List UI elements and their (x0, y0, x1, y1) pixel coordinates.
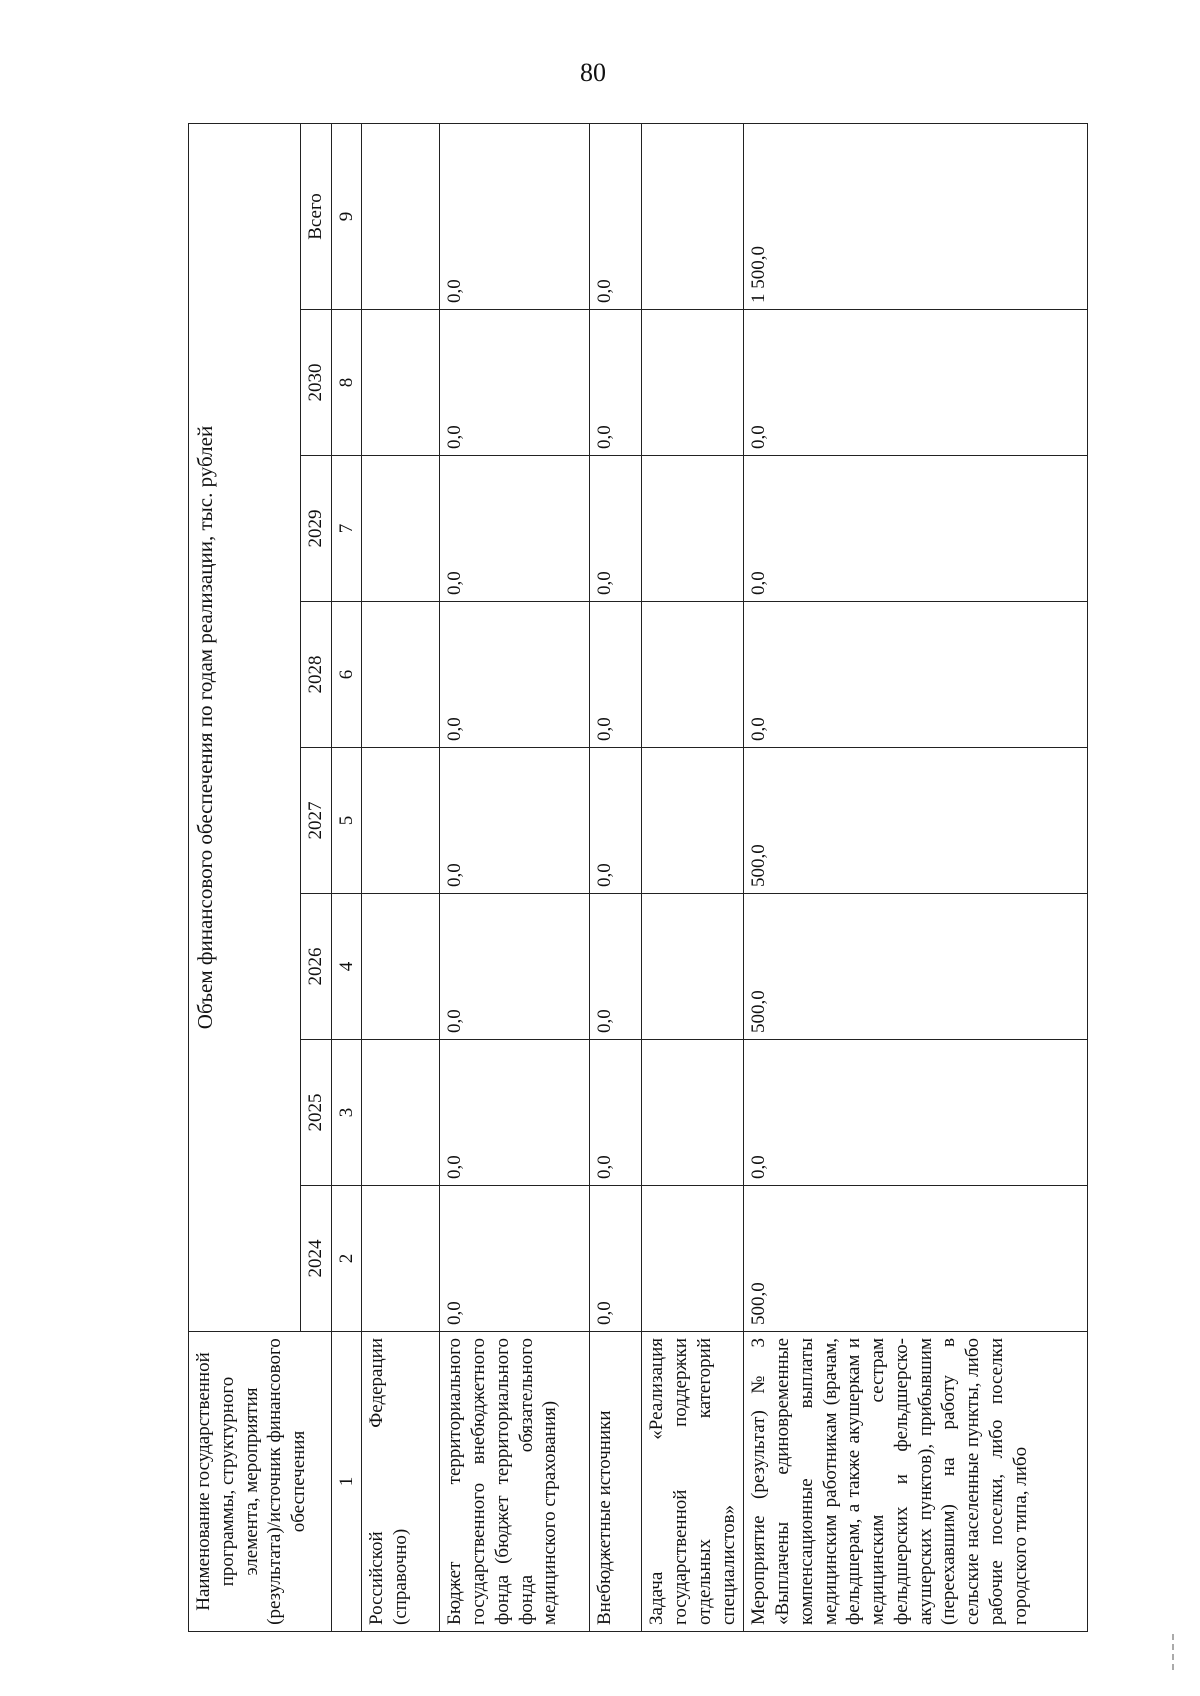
rotated-table (188, 124, 1088, 1632)
value-cell (362, 456, 440, 602)
table-row (642, 123, 744, 1631)
year-header: 2030 (300, 310, 331, 456)
value-cell: 0,0 (744, 456, 1088, 602)
row-label: Бюджет территориального государственного внебюджетного фонда (бюджет территориального фонда обязательного медицинского страхования) (440, 1332, 590, 1632)
value-cell: 0,0 (440, 748, 590, 894)
column-number: 2 (331, 1186, 362, 1332)
year-header: 2027 (300, 748, 331, 894)
value-cell: 0,0 (590, 602, 642, 748)
value-cell (642, 310, 744, 456)
value-cell: 0,0 (744, 602, 1088, 748)
column-number: 8 (331, 310, 362, 456)
year-header: 2025 (300, 1040, 331, 1186)
page-number: 80 (580, 58, 606, 87)
year-header: 2028 (300, 602, 331, 748)
value-cell: 0,0 (590, 123, 642, 309)
column-number: 3 (331, 1040, 362, 1186)
table-row (590, 123, 642, 1631)
value-cell: 0,0 (744, 1040, 1088, 1186)
value-cell (642, 1040, 744, 1186)
value-cell (362, 602, 440, 748)
value-cell: 0,0 (590, 1040, 642, 1186)
financing-table (188, 123, 1088, 1632)
value-cell: 0,0 (440, 310, 590, 456)
value-cell (642, 748, 744, 894)
value-cell: 1 500,0 (744, 123, 1088, 309)
column-number-row (331, 123, 362, 1631)
value-cell: 0,0 (440, 1040, 590, 1186)
value-cell (362, 1040, 440, 1186)
value-cell (642, 894, 744, 1040)
table-row (744, 123, 1088, 1631)
table-row (440, 123, 590, 1631)
column-number: 5 (331, 748, 362, 894)
value-cell (362, 894, 440, 1040)
value-cell (642, 602, 744, 748)
year-header: Всего (300, 123, 331, 309)
value-cell (362, 748, 440, 894)
value-cell: 0,0 (590, 310, 642, 456)
column-number: 1 (331, 1332, 362, 1632)
value-cell: 0,0 (440, 602, 590, 748)
rotated-table-container (188, 124, 1088, 1632)
year-header: 2026 (300, 894, 331, 1040)
value-cell (362, 310, 440, 456)
header-row (189, 123, 301, 1631)
value-cell: 0,0 (590, 748, 642, 894)
row-label: Мероприятие (результат) № 3 «Выплачены единовременные компенсационные выплаты медицинским работникам (врачам, фельдшерам, а также акушеркам и медицинским сестрам фельдшерских и фельдшерско-акушерских пунктов), прибывшим (переехавшим) на работу в сельские населенные пункты, либо рабочие поселки, либо поселки городского типа, либо (744, 1332, 1088, 1632)
value-cell: 0,0 (590, 456, 642, 602)
value-cell: 500,0 (744, 1186, 1088, 1332)
row-label: Российской Федерации (справочно) (362, 1332, 440, 1632)
value-cell: 500,0 (744, 748, 1088, 894)
value-cell (642, 1186, 744, 1332)
column-number: 4 (331, 894, 362, 1040)
value-cell (642, 456, 744, 602)
value-cell: 0,0 (744, 310, 1088, 456)
table-row (362, 123, 440, 1631)
name-column-header: Наименование государственной программы, структурного элемента, мероприятия (результата)/источник финансового обеспечения (189, 1332, 332, 1632)
year-header: 2029 (300, 456, 331, 602)
row-label: Задача «Реализация государственной поддержки отдельных категорий специалистов» (642, 1332, 744, 1632)
value-cell: 0,0 (440, 894, 590, 1040)
column-number: 6 (331, 602, 362, 748)
column-number: 9 (331, 123, 362, 309)
value-cell (642, 123, 744, 309)
value-cell (362, 1186, 440, 1332)
value-cell: 0,0 (440, 1186, 590, 1332)
scan-edge-mark (1172, 1634, 1178, 1670)
financing-group-header: Объем финансового обеспечения по годам реализации, тыс. рублей (189, 123, 301, 1331)
year-header: 2024 (300, 1186, 331, 1332)
value-cell: 500,0 (744, 894, 1088, 1040)
value-cell: 0,0 (590, 1186, 642, 1332)
column-number: 7 (331, 456, 362, 602)
value-cell: 0,0 (590, 894, 642, 1040)
value-cell: 0,0 (440, 123, 590, 309)
row-label: Внебюджетные источники (590, 1332, 642, 1632)
value-cell (362, 123, 440, 309)
value-cell: 0,0 (440, 456, 590, 602)
